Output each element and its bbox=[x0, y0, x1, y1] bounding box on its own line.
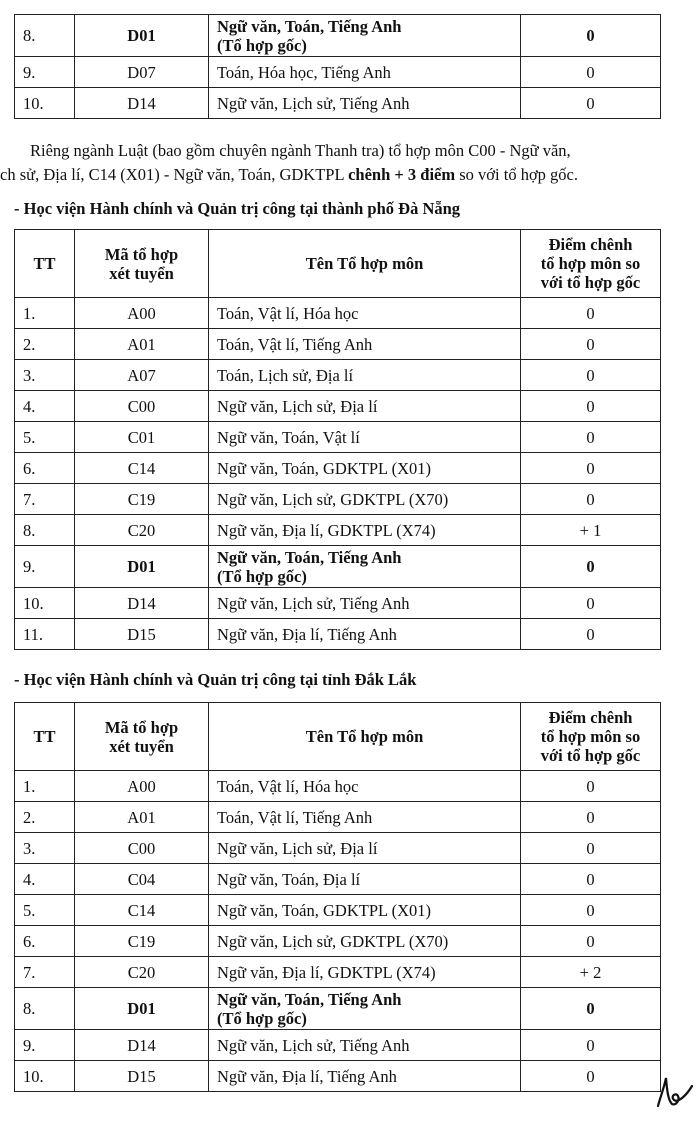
cell-tt-text: 3. bbox=[23, 365, 36, 385]
table-row bbox=[15, 864, 661, 895]
cell-tt-text: 10. bbox=[23, 93, 44, 113]
cell-tt-text: 5. bbox=[23, 900, 36, 920]
cell-tt bbox=[15, 619, 75, 650]
cell-tt bbox=[15, 453, 75, 484]
note-line-2-start: ch sử, Địa lí, C14 (X01) - Ngữ văn, Toán, GDKTPL bbox=[0, 165, 349, 184]
cell-tt-text: 8. bbox=[23, 26, 36, 45]
table-daklak-body bbox=[15, 771, 661, 1092]
cell-code bbox=[75, 1030, 209, 1061]
table-row bbox=[15, 802, 661, 833]
top-table-body bbox=[15, 15, 661, 119]
cell-code bbox=[75, 391, 209, 422]
cell-tt-text: 9. bbox=[23, 557, 36, 576]
cell-name-text: Toán, Hóa học, Tiếng Anh bbox=[217, 62, 391, 82]
cell-code-text: D14 bbox=[127, 593, 156, 613]
cell-code-text: C19 bbox=[127, 489, 156, 509]
cell-code bbox=[75, 988, 209, 1030]
cell-name-note: (Tổ hợp gốc) bbox=[217, 566, 307, 586]
cell-code-text: A01 bbox=[127, 807, 156, 827]
cell-name bbox=[209, 895, 521, 926]
cell-name bbox=[209, 926, 521, 957]
cell-code-text: A00 bbox=[127, 776, 156, 796]
cell-code-text: A00 bbox=[127, 303, 156, 323]
cell-name bbox=[209, 15, 521, 57]
cell-tt-text: 10. bbox=[23, 1066, 44, 1086]
cell-diff bbox=[521, 1061, 661, 1092]
cell-tt-text: 3. bbox=[23, 838, 36, 858]
cell-name-text: Ngữ văn, Lịch sử, GDKTPL (X70) bbox=[217, 489, 449, 509]
header-diff-line-1: Điểm chênh bbox=[548, 235, 633, 254]
cell-name bbox=[209, 298, 521, 329]
cell-tt bbox=[15, 588, 75, 619]
cell-tt-text: 7. bbox=[23, 962, 36, 982]
cell-tt-text: 4. bbox=[23, 869, 36, 889]
table-row bbox=[15, 546, 661, 588]
header-name: Tên Tổ hợp môn bbox=[209, 703, 521, 771]
table-row bbox=[15, 484, 661, 515]
cell-name-text: Ngữ văn, Lịch sử, Tiếng Anh bbox=[217, 93, 410, 113]
cell-diff-text: 0 bbox=[586, 93, 595, 113]
cell-code bbox=[75, 895, 209, 926]
cell-tt bbox=[15, 957, 75, 988]
cell-tt bbox=[15, 57, 75, 88]
cell-tt bbox=[15, 422, 75, 453]
table-row bbox=[15, 988, 661, 1030]
table-daklak bbox=[14, 702, 661, 1092]
cell-code-text: C00 bbox=[127, 396, 156, 416]
cell-diff bbox=[521, 619, 661, 650]
table-danang-body bbox=[15, 298, 661, 650]
cell-name bbox=[209, 453, 521, 484]
cell-name bbox=[209, 515, 521, 546]
note-line-2 bbox=[0, 162, 578, 187]
cell-code bbox=[75, 484, 209, 515]
cell-name-text: Ngữ văn, Lịch sử, Địa lí bbox=[217, 396, 378, 416]
cell-name bbox=[209, 88, 521, 119]
cell-diff bbox=[521, 360, 661, 391]
cell-diff bbox=[521, 515, 661, 546]
cell-diff bbox=[521, 484, 661, 515]
cell-tt-text: 9. bbox=[23, 62, 36, 82]
cell-code bbox=[75, 833, 209, 864]
cell-name-text: Ngữ văn, Địa lí, Tiếng Anh bbox=[217, 1066, 397, 1086]
cell-code-text: C19 bbox=[127, 931, 156, 951]
cell-name bbox=[209, 588, 521, 619]
cell-name-text: Toán, Vật lí, Hóa học bbox=[217, 303, 359, 323]
cell-tt bbox=[15, 391, 75, 422]
cell-tt-text: 5. bbox=[23, 427, 36, 447]
cell-code bbox=[75, 771, 209, 802]
cell-diff-text: 0 bbox=[586, 62, 595, 82]
table-row bbox=[15, 88, 661, 119]
cell-diff bbox=[521, 1030, 661, 1061]
cell-diff bbox=[521, 329, 661, 360]
cell-name-text: Toán, Vật lí, Hóa học bbox=[217, 776, 359, 796]
cell-tt-text: 10. bbox=[23, 593, 44, 613]
cell-diff-text: + 1 bbox=[579, 520, 602, 540]
cell-name bbox=[209, 864, 521, 895]
cell-code bbox=[75, 546, 209, 588]
cell-tt bbox=[15, 546, 75, 588]
cell-diff bbox=[521, 588, 661, 619]
header-diff-line-3: với tổ hợp gốc bbox=[540, 273, 641, 292]
cell-code bbox=[75, 588, 209, 619]
cell-tt-text: 11. bbox=[23, 624, 44, 644]
note-line-2-bold: chênh + 3 điểm bbox=[348, 165, 456, 184]
cell-name bbox=[209, 422, 521, 453]
table-row bbox=[15, 422, 661, 453]
cell-diff bbox=[521, 864, 661, 895]
cell-diff bbox=[521, 88, 661, 119]
cell-code-text: C01 bbox=[127, 427, 156, 447]
table-row bbox=[15, 515, 661, 546]
cell-diff-text: 0 bbox=[586, 489, 595, 509]
cell-code-text: D15 bbox=[127, 1066, 156, 1086]
table-row bbox=[15, 1061, 661, 1092]
cell-name bbox=[209, 957, 521, 988]
cell-name bbox=[209, 771, 521, 802]
cell-name bbox=[209, 1030, 521, 1061]
cell-name-text: Ngữ văn, Toán, GDKTPL (X01) bbox=[217, 900, 432, 920]
cell-diff-text: 0 bbox=[586, 624, 595, 644]
cell-code-text: A07 bbox=[127, 365, 156, 385]
cell-code bbox=[75, 453, 209, 484]
cell-name-text: Toán, Vật lí, Tiếng Anh bbox=[217, 334, 373, 354]
cell-tt-text: 8. bbox=[23, 999, 36, 1018]
cell-diff bbox=[521, 771, 661, 802]
table-row bbox=[15, 453, 661, 484]
table-row bbox=[15, 957, 661, 988]
cell-diff bbox=[521, 546, 661, 588]
table-row bbox=[15, 619, 661, 650]
cell-diff-text: 0 bbox=[586, 26, 595, 45]
table-row bbox=[15, 57, 661, 88]
cell-tt-text: 1. bbox=[23, 303, 36, 323]
cell-name-text: Ngữ văn, Toán, Vật lí bbox=[217, 427, 360, 447]
cell-tt bbox=[15, 1061, 75, 1092]
cell-diff-text: + 2 bbox=[579, 962, 602, 982]
cell-diff-text: 0 bbox=[586, 334, 595, 354]
cell-code bbox=[75, 864, 209, 895]
cell-name-text: Ngữ văn, Toán, Tiếng Anh bbox=[217, 989, 402, 1009]
cell-tt bbox=[15, 298, 75, 329]
cell-name-text: Ngữ văn, Toán, Tiếng Anh bbox=[217, 547, 402, 567]
cell-tt bbox=[15, 329, 75, 360]
cell-diff bbox=[521, 15, 661, 57]
cell-diff bbox=[521, 453, 661, 484]
cell-tt bbox=[15, 771, 75, 802]
top-table bbox=[14, 14, 661, 119]
header-code bbox=[75, 703, 209, 771]
cell-code-text: D01 bbox=[127, 999, 156, 1018]
header-tt: TT bbox=[15, 703, 75, 771]
header-code bbox=[75, 230, 209, 298]
cell-tt-text: 7. bbox=[23, 489, 36, 509]
cell-name-text: Ngữ văn, Toán, Địa lí bbox=[217, 869, 361, 889]
note-line-2-end: so với tổ hợp gốc. bbox=[455, 165, 578, 184]
cell-name-text: Ngữ văn, Địa lí, GDKTPL (X74) bbox=[217, 520, 436, 540]
table-row bbox=[15, 1030, 661, 1061]
header-name: Tên Tổ hợp môn bbox=[209, 230, 521, 298]
cell-tt-text: 6. bbox=[23, 931, 36, 951]
cell-name bbox=[209, 546, 521, 588]
cell-diff-text: 0 bbox=[586, 931, 595, 951]
header-code-line-2: xét tuyển bbox=[109, 263, 174, 283]
cell-diff-text: 0 bbox=[586, 999, 595, 1018]
cell-code bbox=[75, 360, 209, 391]
cell-diff-text: 0 bbox=[586, 900, 595, 920]
cell-diff-text: 0 bbox=[586, 776, 595, 796]
cell-code-text: C20 bbox=[127, 962, 156, 982]
cell-code-text: D14 bbox=[127, 1035, 156, 1055]
cell-diff-text: 0 bbox=[586, 557, 595, 576]
cell-name-text: Ngữ văn, Lịch sử, Địa lí bbox=[217, 838, 378, 858]
cell-name bbox=[209, 988, 521, 1030]
cell-code bbox=[75, 88, 209, 119]
cell-tt bbox=[15, 1030, 75, 1061]
cell-name-text: Ngữ văn, Lịch sử, GDKTPL (X70) bbox=[217, 931, 449, 951]
cell-diff bbox=[521, 298, 661, 329]
header-diff bbox=[521, 230, 661, 298]
table-row bbox=[15, 298, 661, 329]
header-code-line-2: xét tuyển bbox=[109, 736, 174, 756]
cell-tt bbox=[15, 988, 75, 1030]
cell-diff-text: 0 bbox=[586, 838, 595, 858]
cell-tt bbox=[15, 88, 75, 119]
cell-name bbox=[209, 360, 521, 391]
cell-code bbox=[75, 515, 209, 546]
cell-tt-text: 2. bbox=[23, 807, 36, 827]
cell-code bbox=[75, 957, 209, 988]
cell-name-note: (Tổ hợp gốc) bbox=[217, 35, 307, 55]
cell-tt-text: 8. bbox=[23, 520, 36, 540]
table-row bbox=[15, 15, 661, 57]
header-diff-line-1: Điểm chênh bbox=[548, 708, 633, 727]
cell-code-text: D01 bbox=[127, 557, 156, 576]
header-code-line-1: Mã tổ hợp bbox=[104, 717, 179, 737]
cell-name-text: Toán, Lịch sử, Địa lí bbox=[217, 365, 354, 385]
cell-diff bbox=[521, 422, 661, 453]
cell-name-text: Ngữ văn, Địa lí, GDKTPL (X74) bbox=[217, 962, 436, 982]
header-tt: TT bbox=[15, 230, 75, 298]
cell-code bbox=[75, 926, 209, 957]
cell-name-note: (Tổ hợp gốc) bbox=[217, 1008, 307, 1028]
cell-name bbox=[209, 619, 521, 650]
cell-diff-text: 0 bbox=[586, 458, 595, 478]
header-code-line-1: Mã tổ hợp bbox=[104, 244, 179, 264]
table-row bbox=[15, 329, 661, 360]
table-danang bbox=[14, 229, 661, 650]
cell-tt-text: 6. bbox=[23, 458, 36, 478]
cell-name-text: Ngữ văn, Toán, GDKTPL (X01) bbox=[217, 458, 432, 478]
cell-diff-text: 0 bbox=[586, 869, 595, 889]
table-row bbox=[15, 926, 661, 957]
cell-name-text: Ngữ văn, Địa lí, Tiếng Anh bbox=[217, 624, 397, 644]
cell-code-text: C14 bbox=[127, 900, 156, 920]
cell-tt bbox=[15, 360, 75, 391]
table-row bbox=[15, 391, 661, 422]
cell-diff bbox=[521, 833, 661, 864]
cell-diff bbox=[521, 895, 661, 926]
cell-tt bbox=[15, 515, 75, 546]
cell-diff-text: 0 bbox=[586, 365, 595, 385]
header-diff-line-2: tổ hợp môn so bbox=[540, 254, 641, 273]
table-row bbox=[15, 895, 661, 926]
cell-diff-text: 0 bbox=[586, 1035, 595, 1055]
cell-tt bbox=[15, 895, 75, 926]
cell-code bbox=[75, 15, 209, 57]
cell-diff bbox=[521, 391, 661, 422]
cell-tt bbox=[15, 15, 75, 57]
cell-name-text: Toán, Vật lí, Tiếng Anh bbox=[217, 807, 373, 827]
table-row bbox=[15, 771, 661, 802]
table-row bbox=[15, 588, 661, 619]
cell-code bbox=[75, 422, 209, 453]
cell-name bbox=[209, 833, 521, 864]
cell-diff-text: 0 bbox=[586, 396, 595, 416]
cell-name bbox=[209, 802, 521, 833]
cell-tt bbox=[15, 833, 75, 864]
cell-code-text: D07 bbox=[127, 62, 156, 82]
cell-tt bbox=[15, 864, 75, 895]
cell-tt bbox=[15, 926, 75, 957]
cell-code-text: C14 bbox=[127, 458, 156, 478]
cell-name bbox=[209, 1061, 521, 1092]
section-title-danang: - Học viện Hành chính và Quản trị công tại thành phố Đà Nẵng bbox=[14, 199, 461, 218]
cell-tt bbox=[15, 484, 75, 515]
cell-name bbox=[209, 391, 521, 422]
cell-name bbox=[209, 329, 521, 360]
table-row bbox=[15, 360, 661, 391]
table-row bbox=[15, 833, 661, 864]
cell-diff bbox=[521, 988, 661, 1030]
cell-diff-text: 0 bbox=[586, 303, 595, 323]
section-title-daklak: - Học viện Hành chính và Quản trị công tại tỉnh Đắk Lắk bbox=[14, 670, 417, 689]
cell-code bbox=[75, 619, 209, 650]
cell-code-text: C04 bbox=[127, 869, 156, 889]
cell-code-text: D01 bbox=[127, 26, 156, 45]
cell-diff-text: 0 bbox=[586, 593, 595, 613]
note-line-1: Riêng ngành Luật (bao gồm chuyên ngành Thanh tra) tổ hợp môn C00 - Ngữ văn, bbox=[30, 141, 571, 160]
cell-code-text: C20 bbox=[127, 520, 156, 540]
cell-tt-text: 2. bbox=[23, 334, 36, 354]
cell-tt-text: 9. bbox=[23, 1035, 36, 1055]
cell-tt bbox=[15, 802, 75, 833]
cell-name-text: Ngữ văn, Lịch sử, Tiếng Anh bbox=[217, 593, 410, 613]
cell-tt-text: 1. bbox=[23, 776, 36, 796]
cell-code-text: D15 bbox=[127, 624, 156, 644]
signature-mark bbox=[650, 1070, 696, 1110]
cell-code-text: D14 bbox=[127, 93, 156, 113]
cell-diff bbox=[521, 957, 661, 988]
cell-diff-text: 0 bbox=[586, 427, 595, 447]
cell-code bbox=[75, 57, 209, 88]
header-diff-line-2: tổ hợp môn so bbox=[540, 727, 641, 746]
cell-name bbox=[209, 57, 521, 88]
cell-name-text: Ngữ văn, Toán, Tiếng Anh bbox=[217, 16, 402, 36]
header-diff-line-3: với tổ hợp gốc bbox=[540, 746, 641, 765]
cell-name-text: Ngữ văn, Lịch sử, Tiếng Anh bbox=[217, 1035, 410, 1055]
cell-diff bbox=[521, 802, 661, 833]
cell-code-text: C00 bbox=[127, 838, 156, 858]
cell-diff bbox=[521, 57, 661, 88]
cell-diff-text: 0 bbox=[586, 1066, 595, 1086]
cell-diff bbox=[521, 926, 661, 957]
cell-name bbox=[209, 484, 521, 515]
cell-code bbox=[75, 329, 209, 360]
cell-code bbox=[75, 1061, 209, 1092]
cell-code-text: A01 bbox=[127, 334, 156, 354]
cell-code bbox=[75, 802, 209, 833]
cell-diff-text: 0 bbox=[586, 807, 595, 827]
cell-code bbox=[75, 298, 209, 329]
cell-tt-text: 4. bbox=[23, 396, 36, 416]
header-diff bbox=[521, 703, 661, 771]
